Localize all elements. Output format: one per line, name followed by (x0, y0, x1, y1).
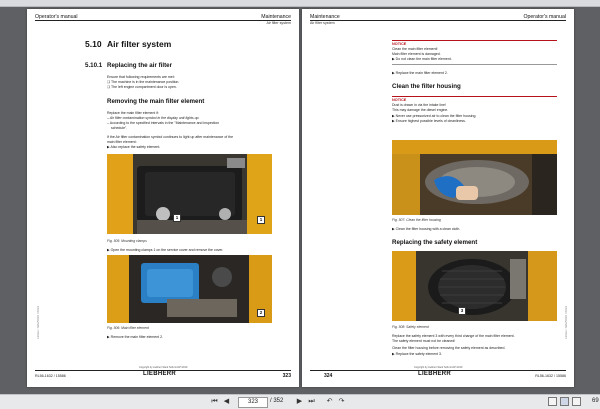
step-safety: ▶ Replace the safety element 3. (392, 352, 442, 356)
side-code: Libherr-Telfs/5030 / 0022 (36, 305, 40, 339)
side-code: Libherr-Telfs/5030 / 0022 (564, 305, 568, 339)
contamination-note-cont: main filter element: (107, 140, 137, 144)
page-number: 323 (282, 373, 291, 379)
photo-mounting-clamps (107, 154, 272, 234)
replace-reason: – According to the specified intervals in the "Maintenance and inspection (107, 121, 220, 125)
photo-clean-housing-art (392, 140, 557, 215)
prev-page-icon[interactable]: ◀ (223, 398, 230, 405)
replace-intro: Replace the main filter element if: (107, 111, 159, 115)
photo-main-filter (107, 255, 272, 323)
notice-text: Clean the main filter element! (392, 47, 438, 51)
fig-caption: Fig. 505: Mounting clamps (107, 239, 147, 243)
notice-title: NOTICE (392, 98, 407, 102)
safety-text: Replace the safety element 3 with every third change of the main filter element. (392, 334, 515, 338)
callout-2: 2 (257, 309, 265, 317)
next-page-icon[interactable]: ▶ (296, 398, 303, 405)
replace-reason-cont: schedule". (111, 126, 128, 130)
notice-action: ▶ Do not clean the main filter element. (392, 57, 452, 61)
contamination-note: If the Air filter contamination symbol continues to light up after maintenance of the (107, 135, 234, 139)
safety-text: Clean the filter housing before removing the safety element as described. (392, 346, 506, 350)
header-right: Operator's manual (523, 14, 566, 20)
forward-icon[interactable]: ↷ (338, 398, 345, 405)
heading-safety: Replacing the safety element (392, 239, 478, 246)
contamination-action: ▶ Also replace the safety element. (107, 145, 161, 149)
copyright: Copyright by Liebherr-Werk Telfs GmbH 2019 (139, 366, 188, 369)
fig-caption: Fig. 507: Clean the filter housing (392, 218, 441, 222)
notice-text: Dust is drawn in via the intake line! (392, 103, 446, 107)
header-left-sub: Air filter system (310, 21, 335, 25)
notice-action: ▶ Ensure highest possible levels of cleanliness. (392, 119, 466, 123)
copyright: Copyright by Liebherr-Werk Telfs GmbH 2019 (414, 366, 463, 369)
requirements-intro: Ensure that following requirements are met: (107, 75, 175, 79)
fig-caption: Fig. 508: Safety element (392, 325, 429, 329)
callout-1: 1 (173, 214, 181, 222)
subsection-title: Replacing the air filter (107, 62, 172, 69)
zoom-value[interactable]: 69 (592, 398, 599, 404)
replace-reason: – Air filter contamination symbol in the display unit lights up. (107, 116, 200, 120)
heading-clean: Clean the filter housing (392, 83, 461, 90)
page-number-input[interactable]: 323 (238, 397, 268, 408)
last-page-icon[interactable]: ⏭ (308, 398, 315, 405)
section-number: 5.10 (85, 39, 102, 49)
viewer-toolbar (0, 394, 600, 409)
notice-text: This may damage the diesel engine. (392, 108, 449, 112)
callout-3: 3 (458, 307, 466, 315)
safety-text: The safety element must not be cleaned! (392, 339, 456, 343)
photo-clean-housing (392, 140, 557, 215)
header-right: Maintenance (261, 14, 291, 20)
notice-bar (392, 40, 557, 41)
page-number: 324 (324, 373, 333, 379)
callout-1: 1 (257, 216, 265, 224)
requirement-item: ❑ The machine is in the maintenance position. (107, 80, 180, 84)
header-rule (310, 20, 566, 21)
step-open: ▶ Open the mounting clamps 1 on the service cover and remove the cover. (107, 248, 224, 252)
footer-code: RL56-1632 / 15586 (535, 374, 566, 378)
notice-bar (392, 96, 557, 97)
photo-main-filter-art (107, 255, 272, 323)
notice-text: Main filter element is damaged. (392, 52, 441, 56)
liebherr-logo: LIEBHERR (418, 371, 452, 377)
photo-safety-element-art (392, 251, 557, 321)
header-rule (35, 20, 291, 21)
notice-title: NOTICE (392, 42, 407, 46)
section-title: Air filter system (107, 39, 172, 49)
page-total: / 352 (270, 398, 284, 404)
scroll-icon[interactable] (572, 397, 581, 406)
liebherr-logo: LIEBHERR (143, 371, 177, 377)
photo-mounting-clamps-art (107, 154, 272, 234)
heading-remove-main: Removing the main filter element (107, 98, 205, 105)
notice-end-rule (392, 64, 557, 65)
tab-bar (0, 0, 600, 7)
header-left: Operator's manual (35, 14, 78, 20)
step-remove: ▶ Remove the main filter element 2. (107, 335, 164, 339)
step-clean: ▶ Clean the filter housing with a clean cloth. (392, 227, 461, 231)
requirement-item: ❑ The left engine compartment door is open. (107, 85, 177, 89)
page-324 (302, 9, 574, 387)
step-replace-main: ▶ Replace the main filter element 2. (392, 71, 448, 75)
fig-caption: Fig. 506: Main filter element (107, 326, 149, 330)
header-left: Maintenance (310, 14, 340, 20)
subsection-number: 5.10.1 (85, 62, 103, 69)
page-323 (27, 9, 299, 387)
first-page-icon[interactable]: ⏮ (211, 398, 218, 405)
two-page-icon[interactable] (560, 397, 569, 406)
header-right-sub: Air filter system (266, 21, 291, 25)
footer-code: RL56-1632 / 15586 (35, 374, 66, 378)
notice-action: ▶ Never use pressurized air to clean the filter housing. (392, 114, 477, 118)
back-icon[interactable]: ↶ (326, 398, 333, 405)
single-page-icon[interactable] (548, 397, 557, 406)
photo-safety-element (392, 251, 557, 321)
